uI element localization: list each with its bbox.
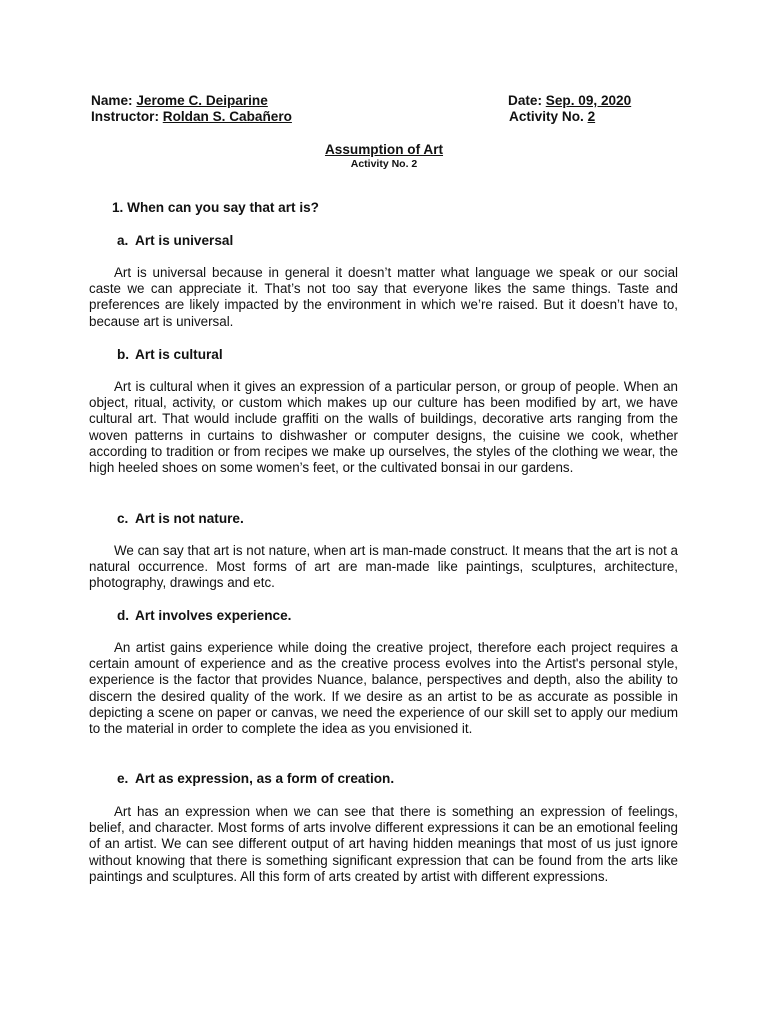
date-line bbox=[508, 93, 631, 108]
instructor-value: Roldan S. Cabañero bbox=[162, 109, 292, 124]
section-b-paragraph: Art is cultural when it gives an expression of a particular person, or group of people. When an object, ritual, activity, or custom which makes up our culture has been modified by art, we have cultural art. That would include graffiti on the walls of buildings, decorative arts ranging from the woven patterns in curtains to dishwasher or computer designs, the cuisine we cook, whether according to tradition or from recipes we make up ourselves, the styles of the clothing we wear, the high heeled shoes on some women’s feet, or the cultivated bonsai in our gardens. bbox=[89, 379, 678, 476]
instructor-label: Instructor: bbox=[91, 109, 159, 124]
section-a-letter: a. bbox=[117, 233, 129, 248]
section-b-title: Art is cultural bbox=[135, 347, 223, 362]
date-label: Date: bbox=[508, 93, 542, 108]
question-heading: 1. When can you say that art is? bbox=[112, 200, 319, 215]
section-a-heading bbox=[117, 233, 233, 248]
section-e-paragraph: Art has an expression when we can see that there is something an expression of feelings, belief, and character. Most forms of arts involve different expressions it can be an emotional feeling of an artist. We can see different output of art having hidden meanings that most of us just ignore without knowing that there is something significant expression that can be found from the arts like paintings and sculptures. All this form of arts created by artist with different expressions. bbox=[89, 804, 678, 884]
section-e-letter: e. bbox=[117, 771, 129, 786]
name-value: Jerome C. Deiparine bbox=[136, 93, 268, 108]
section-a-paragraph: Art is universal because in general it doesn’t matter what language we speak or our social caste we can appreciate it. That’s not too say that everyone likes the same things. Taste and preferences are likely impacted by the environment in which we’re raised. But it doesn’t have to, because art is universal. bbox=[89, 265, 678, 329]
section-e-heading bbox=[117, 771, 394, 786]
section-c-title: Art is not nature. bbox=[135, 511, 244, 526]
section-c-letter: c. bbox=[117, 511, 129, 526]
document-title: Assumption of Art bbox=[324, 142, 444, 157]
activity-value: 2 bbox=[587, 109, 596, 124]
activity-label: Activity No. bbox=[509, 109, 584, 124]
section-c-heading bbox=[117, 511, 244, 526]
name-line bbox=[91, 93, 268, 108]
section-e-title: Art as expression, as a form of creation. bbox=[135, 771, 395, 786]
name-label: Name: bbox=[91, 93, 133, 108]
section-d-title: Art involves experience. bbox=[135, 608, 292, 623]
section-b-heading bbox=[117, 347, 223, 362]
section-d-letter: d. bbox=[117, 608, 130, 623]
activity-line bbox=[509, 109, 595, 124]
document-subtitle: Activity No. 2 bbox=[350, 158, 418, 170]
section-d-paragraph: An artist gains experience while doing the creative project, therefore each project requires a certain amount of experience and as the creative process evolves into the Artist's personal style, experience is the factor that provides Nuance, balance, perspectives and depth, also the ability to discern the desired quality of the work. If we desire as an artist to be as accurate as possible in depicting a scene on paper or canvas, we need the experience of our skill set to apply our medium to the material in order to complete the idea as you envisioned it. bbox=[89, 640, 678, 737]
section-b-letter: b. bbox=[117, 347, 130, 362]
section-a-title: Art is universal bbox=[135, 233, 234, 248]
instructor-line bbox=[91, 109, 292, 124]
section-c-paragraph: We can say that art is not nature, when art is man-made construct. It means that the art is not a natural occurrence. Most forms of art are man-made like paintings, sculptures, architecture, photography, drawings and etc. bbox=[89, 543, 678, 591]
date-value: Sep. 09, 2020 bbox=[545, 93, 632, 108]
section-d-heading bbox=[117, 608, 291, 623]
